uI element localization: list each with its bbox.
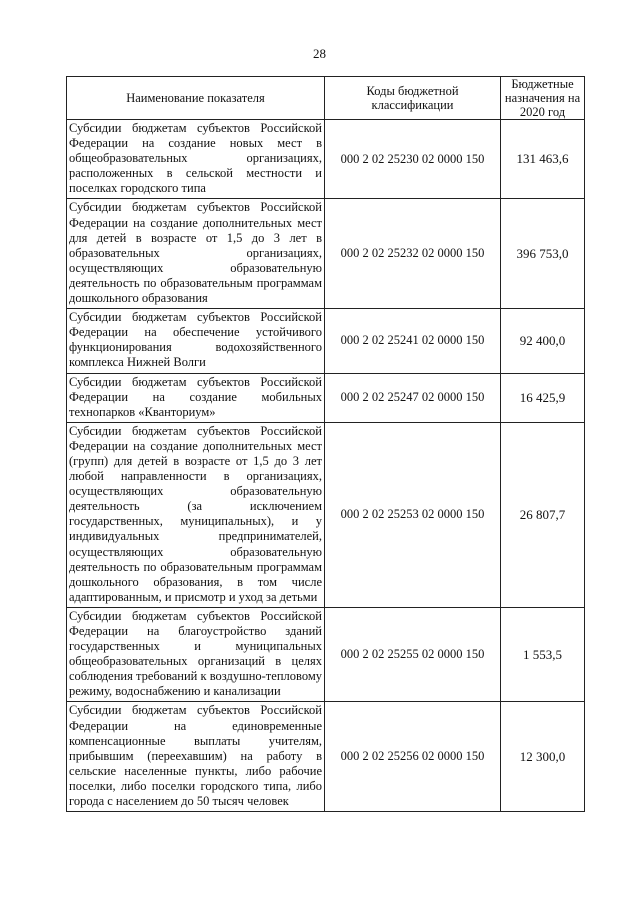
row-budget-amount: 131 463,6	[501, 120, 585, 199]
budget-table	[66, 76, 585, 812]
row-budget-amount: 1 553,5	[501, 607, 585, 702]
page-number: 28	[313, 46, 326, 61]
row-budget-amount: 92 400,0	[501, 309, 585, 373]
row-indicator-name: Субсидии бюджетам субъектов Российской Федерации на создание новых мест в общеобразовательных организациях, расположенных в сельской местности и поселках городского типа	[67, 120, 325, 199]
table-row	[67, 199, 585, 309]
row-budget-code: 000 2 02 25255 02 0000 150	[325, 607, 501, 702]
row-indicator-name: Субсидии бюджетам субъектов Российской Федерации на благоустройство зданий государственных и муниципальных общеобразовательных организаций в целях соблюдения требований к воздушно-тепловому режиму, водоснабжению и канализации	[67, 607, 325, 702]
table-row	[67, 309, 585, 373]
row-budget-code: 000 2 02 25241 02 0000 150	[325, 309, 501, 373]
table-row	[67, 702, 585, 812]
row-budget-code: 000 2 02 25253 02 0000 150	[325, 422, 501, 607]
row-budget-code: 000 2 02 25230 02 0000 150	[325, 120, 501, 199]
row-budget-amount: 26 807,7	[501, 422, 585, 607]
row-indicator-name: Субсидии бюджетам субъектов Российской Федерации на единовременные компенсационные выплаты учителям, прибывшим (переехавшим) на работу в сельские населенные пункты, либо рабочие поселки, либо поселки городского типа, либо города с населением до 50 тысяч человек	[67, 702, 325, 812]
row-budget-amount: 16 425,9	[501, 373, 585, 422]
table-row	[67, 120, 585, 199]
table-header-row	[67, 77, 585, 120]
table-row	[67, 373, 585, 422]
row-indicator-name: Субсидии бюджетам субъектов Российской Федерации на создание дополнительных мест (групп) для детей в возрасте от 1,5 до 3 лет любой направленности в организациях, осуществляющих образовательную деятельность (за исключением государственных, муниципальных), и у индивидуальных предпринимателей, осуществляющих образовательную деятельность по образовательным программам дошкольного образования, в том числе адаптированным, и присмотр и уход за детьми	[67, 422, 325, 607]
row-budget-amount: 12 300,0	[501, 702, 585, 812]
row-indicator-name: Субсидии бюджетам субъектов Российской Федерации на создание дополнительных мест для детей в возрасте от 1,5 до 3 лет в образовательных организациях, осуществляющих образовательную деятельность по образовательным программам дошкольного образования	[67, 199, 325, 309]
row-budget-code: 000 2 02 25232 02 0000 150	[325, 199, 501, 309]
row-indicator-name: Субсидии бюджетам субъектов Российской Федерации на создание мобильных технопарков «Кванториум»	[67, 373, 325, 422]
row-budget-code: 000 2 02 25256 02 0000 150	[325, 702, 501, 812]
table-row	[67, 607, 585, 702]
row-indicator-name: Субсидии бюджетам субъектов Российской Федерации на обеспечение устойчивого функционирования водохозяйственного комплекса Нижней Волги	[67, 309, 325, 373]
row-budget-amount: 396 753,0	[501, 199, 585, 309]
table-row	[67, 422, 585, 607]
row-budget-code: 000 2 02 25247 02 0000 150	[325, 373, 501, 422]
header-indicator-name: Наименование показателя	[67, 77, 325, 120]
header-budget-amount: Бюджетные назначения на 2020 год	[501, 77, 585, 120]
header-budget-code: Коды бюджетной классификации	[325, 77, 501, 120]
